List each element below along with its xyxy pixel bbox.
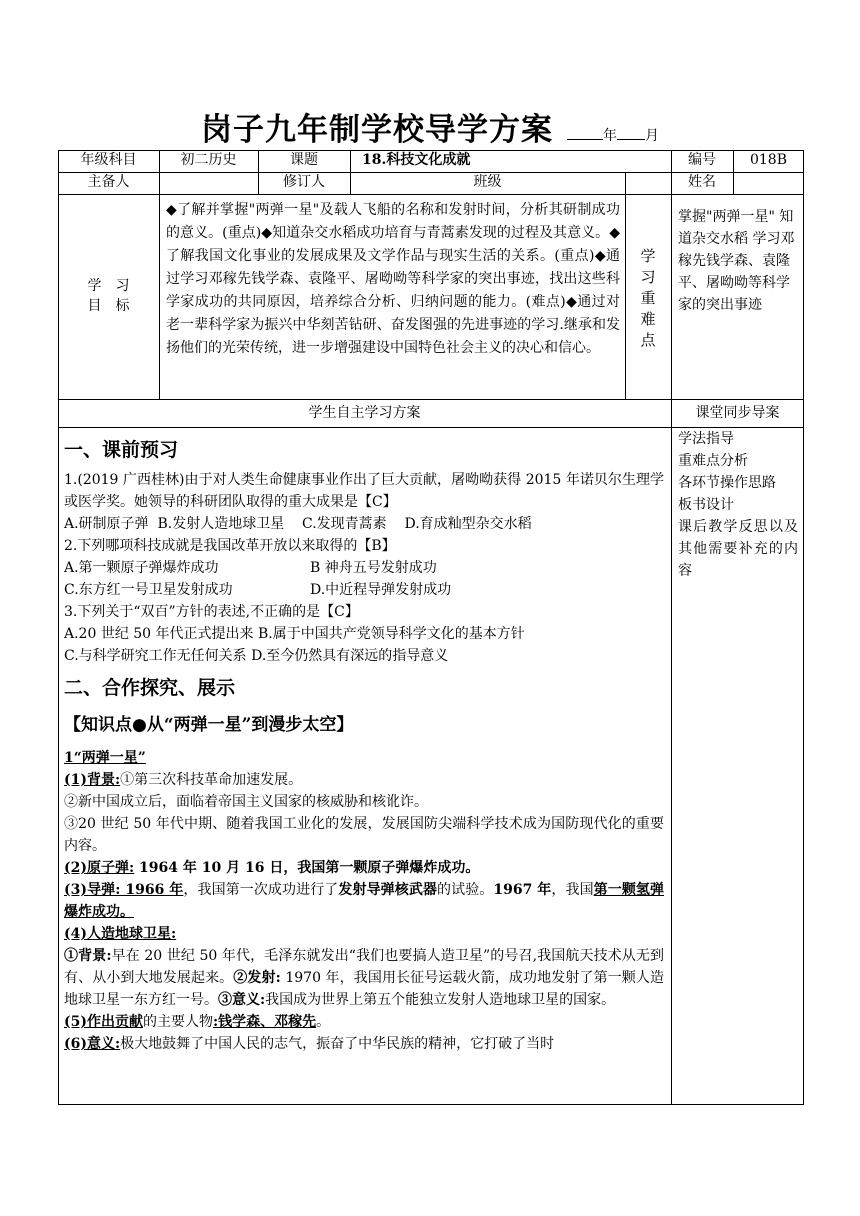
question-1-options: A.研制原子弹 B.发射人造地球卫星 C.发现青蒿素 D.育成籼型杂交水稻 [64, 516, 532, 532]
sidebar-notes [674, 428, 802, 582]
significance-label: (6)意义: [64, 1036, 121, 1052]
hbomb-text: 第一颗氢弹爆炸成功。 [64, 882, 665, 920]
sidebar-line-reflection: 课后教学反思以及其他需要补充的内容 [678, 519, 798, 579]
question-3: 3.下列关于“双百”方针的表述,不正确的是【C】 [64, 604, 359, 620]
missile-bold: 发射导弹核武器 [338, 882, 438, 898]
significance-text: 极大地鼓舞了中国人民的志气，振奋了中华民族的精神，它打破了当时 [120, 1036, 555, 1052]
contributors-names: :钱学森、邓稼先 [213, 1014, 317, 1030]
question-2-options-cd [64, 579, 664, 601]
kp1-title: 1“两弹一星” [64, 750, 146, 766]
background-text-1: ①第三次科技革命加速发展。 [120, 772, 303, 788]
date-field [567, 128, 659, 144]
hbomb-year: 1967 年 [493, 882, 552, 898]
goals-label [58, 276, 159, 316]
lesson-label: 课题 [290, 152, 318, 168]
sat-mean-text: 我国成为世界上第五个能独立发射人造地球卫星的国家。 [265, 992, 616, 1008]
key-points-label: 学习重难点 [640, 247, 656, 349]
sidebar-line-method: 学法指导 [678, 431, 734, 447]
atom-bomb [64, 857, 664, 879]
number-label: 编号 [688, 152, 716, 168]
student-plan-header: 学生自主学习方案 [308, 405, 421, 421]
background-label: (1)背景: [64, 772, 121, 788]
name-value[interactable] [733, 174, 804, 192]
sidebar-line-analysis: 重难点分析 [678, 453, 748, 469]
sidebar-line-board: 板书设计 [678, 497, 734, 513]
goals-text: ◆了解并掌握"两弹一星"及载人飞船的名称和发射时间，分析其研制成功的意义。(重点)◆知道杂交水稻成功培育与青蒿素发现的过程及其意义。◆了解我国文化事业的发展成果及文学作品与现实生活的关系。(重点)◆通过学习邓稼先钱学森、袁隆平、屠呦呦等科学家的突出事迹，找出这些科学家成功的共同原因，培养综合分析、归纳问题的能力。(难点)◆通过对老一辈科学家为振兴中华刻苦钻研、奋发图强的先进事迹的学习.继承和发扬他们的光荣传统，进一步增强建设中国特色社会主义的决心和信心。 [166, 202, 620, 356]
page-title [0, 104, 860, 149]
reviser-label: 修订人 [283, 174, 325, 190]
missile-text-2: 的试验。 [437, 882, 494, 898]
lesson-value: 18.科技文化成就 [362, 152, 471, 168]
question-2: 2.下列哪项科技成就是我国改革开放以来取得的【B】 [64, 538, 396, 554]
q2-option-d: D.中近程导弹发射成功 [310, 582, 452, 598]
missile-year: 1966 年 [120, 882, 184, 898]
question-1: 1.(2019 广西桂林)由于对人类生命健康事业作出了巨大贡献，屠呦呦获得 2015 年诺贝尔生理学或医学奖。她领导的科研团队取得的重大成果是【C】 [64, 472, 664, 510]
contributors-text: 的主要人物 [143, 1014, 213, 1030]
explore-title: 二、合作探究、展示 [64, 677, 236, 699]
question-3-options-1: A.20 世纪 50 年代正式提出来 B.属于中国共产党领导科学文化的基本方针 [64, 626, 525, 642]
preview-title: 一、课前预习 [64, 439, 179, 461]
school-title: 岗子九年制学校导学方案 [201, 112, 553, 148]
q2-option-b: B 神舟五号发射成功 [310, 560, 437, 576]
question-3-options-2: C.与科学研究工作无任何关系 D.至今仍然具有深远的指导意义 [64, 648, 449, 664]
grade-subject-label: 年级科目 [80, 152, 137, 168]
main-content [58, 427, 670, 1103]
name-label: 姓名 [688, 174, 716, 190]
q2-option-c: C.东方红一号卫星发射成功 [64, 582, 233, 598]
missile-label: (3)导弹: [64, 882, 121, 898]
year-blank [567, 125, 603, 140]
leader-label: 主备人 [87, 174, 130, 190]
satellite-title: (4)人造地球卫星: [64, 926, 177, 942]
contributors [64, 1011, 664, 1033]
missile-text-1: ，我国第一次成功进行了 [183, 882, 339, 898]
number-value: 018B [749, 152, 787, 168]
goals-label-line-1: 学 习 [87, 278, 130, 294]
missile [64, 879, 664, 923]
sat-mean-label: ③意义: [218, 992, 266, 1008]
class-label: 班级 [473, 174, 502, 190]
background-2: ②新中国成立后，面临着帝国主义国家的核威胁和核讹诈。 [64, 794, 428, 810]
year-label: 年 [603, 128, 617, 144]
sat-bg-label: ①背景: [64, 948, 112, 964]
leader-value[interactable] [159, 174, 258, 192]
contributors-end: 。 [316, 1014, 331, 1030]
month-blank [617, 125, 645, 140]
q2-option-a: A.第一颗原子弹爆炸成功 [64, 560, 219, 576]
grade-subject-value: 初二历史 [180, 152, 237, 168]
background-3: ③20 世纪 50 年代中期、随着我国工业化的发展，发展国防尖端科学技术成为国防现代化的重要内容。 [64, 816, 664, 854]
goals-label-line-2: 目 标 [87, 298, 130, 314]
contributors-label: (5)作出贡献 [64, 1014, 143, 1030]
sidebar-line-steps: 各环节操作思路 [678, 475, 776, 491]
satellite-body [64, 945, 664, 1011]
key-points-text: 掌握"两弹一星" 知道杂交水稻 学习邓稼先钱学森、袁隆平、屠呦呦等科学家的突出事迹 [678, 209, 795, 313]
month-label: 月 [645, 128, 659, 144]
background-1 [64, 769, 664, 791]
missile-text-3: ，我国 [551, 882, 594, 898]
atom-label: (2)原子弹: [64, 860, 135, 876]
knowledge-title: 【知识点●从“两弹一星”到漫步太空】 [64, 715, 354, 735]
atom-text: 1964 年 10 月 16 日，我国第一颗原子弹爆炸成功。 [134, 860, 480, 876]
class-guide-header: 课堂同步导案 [695, 405, 780, 421]
class-value[interactable] [625, 174, 671, 192]
sat-bg-text: 早在 20 世纪 50 年代，毛泽东就发出“我们也要搞人造卫星”的号召,我国航天技术从无到有、从小到大地发展起来。 [64, 948, 664, 986]
sat-launch-label: ②发射: [233, 970, 281, 986]
question-2-options-ab [64, 557, 664, 579]
significance [64, 1033, 664, 1055]
sat-launch-text: 1970 年，我国用长征号运载火箭，成功地发射了第一颗人造地球卫星一东方红一号。 [64, 970, 665, 1008]
